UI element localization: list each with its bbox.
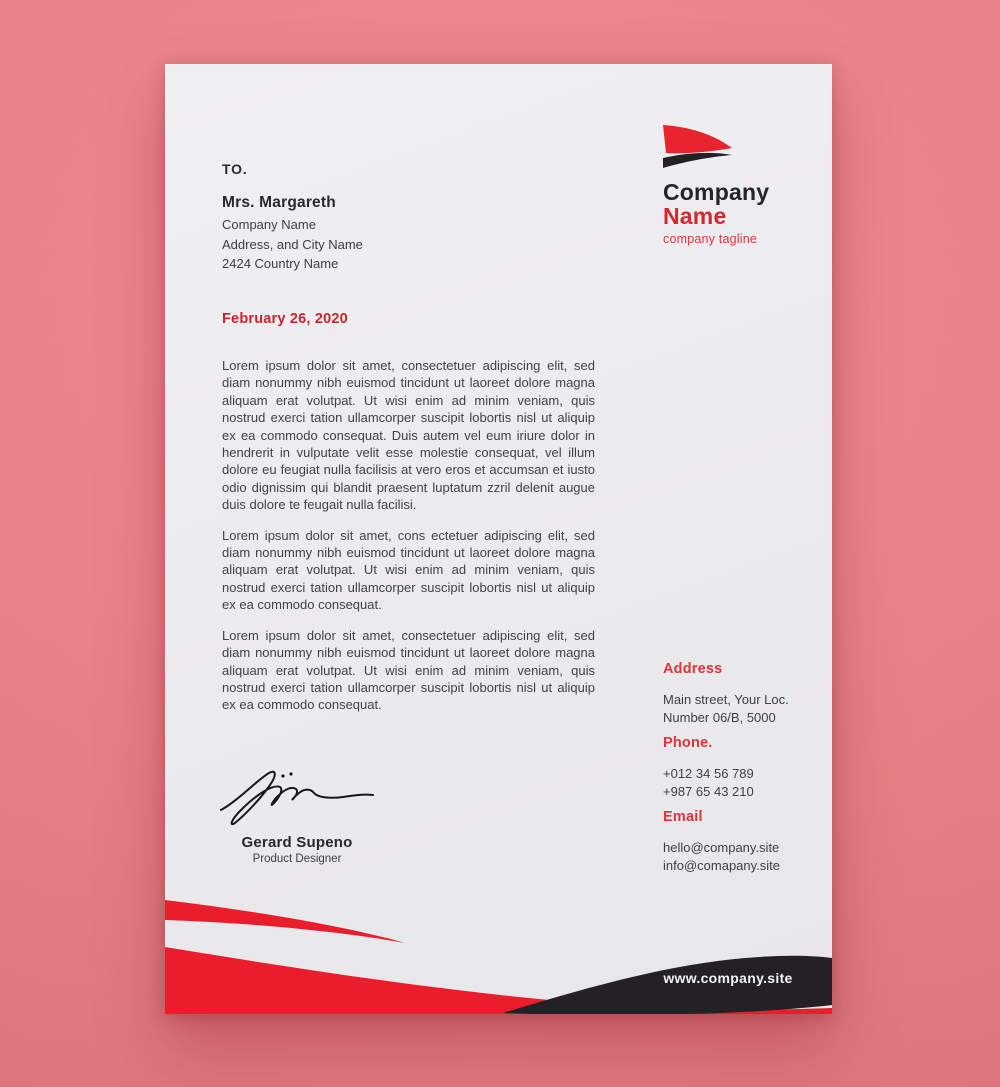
website-url: www.company.site bbox=[663, 970, 793, 986]
email-address: info@comapany.site bbox=[663, 858, 781, 873]
address-line: Main street, Your Loc. bbox=[663, 692, 789, 707]
recipient-country: 2424 Country Name bbox=[222, 256, 339, 271]
phone-number: +012 34 56 789 bbox=[663, 766, 754, 781]
handwritten-signature-icon bbox=[217, 766, 377, 828]
recipient-address: Address, and City Name bbox=[222, 236, 363, 252]
letter-paragraph: Lorem ipsum dolor sit amet, consectetuer adipiscing elit, sed diam nonummy nibh euismod tincidunt ut laoreet dolore magna aliquam erat volutpat. Ut wisi enim ad minim veniam, quis nostrud exerci tation ullamcorper suscipit lobortis nisl ut aliquip ex ea commodo consequat. bbox=[222, 627, 595, 713]
address-heading: Address bbox=[663, 661, 723, 677]
letter-paragraph: Lorem ipsum dolor sit amet, consectetuer adipiscing elit, sed diam nonummy nibh euismod tincidunt ut laoreet dolore magna aliquam erat volutpat. Ut wisi enim ad minim veniam, quis nostrud exerci tation ullamcorper suscipit lobortis nisl ut aliquip ex ea commodo consequat. Duis autem vel eum iriure dolor in hendrerit in vulputate velit esse molestie consequat, vel illum dolore eu feugiat nulla facilisis at vero eros et accumsan et iusto odio dignissim qui blandit praesent luptatum zzril delenit augue duis dolore te feugait nulla facilisi. bbox=[222, 358, 595, 513]
address-line: Number 06/B, 5000 bbox=[663, 710, 776, 725]
logo-swoosh-icon bbox=[663, 123, 733, 169]
company-logo bbox=[663, 123, 823, 246]
email-address: hello@company.site bbox=[663, 840, 780, 855]
recipient-block bbox=[222, 161, 452, 270]
phone-number: +987 65 43 210 bbox=[663, 784, 754, 799]
letter-body bbox=[222, 357, 595, 727]
footer-waves-graphic bbox=[165, 894, 832, 1014]
sender-title: Product Designer bbox=[252, 853, 342, 865]
recipient-label: TO. bbox=[222, 161, 248, 177]
letter-date: February 26, 2020 bbox=[222, 311, 348, 327]
sender-name: Gerard Supeno bbox=[241, 834, 353, 851]
recipient-name: Mrs. Margareth bbox=[222, 194, 336, 211]
logo-tagline: company tagline bbox=[663, 232, 758, 246]
signature-block bbox=[212, 766, 382, 865]
recipient-company: Company Name bbox=[222, 217, 316, 232]
logo-company-name-line2: Name bbox=[663, 203, 727, 229]
letter-paragraph: Lorem ipsum dolor sit amet, cons ectetuer adipiscing elit, sed diam nonummy nibh euismod tincidunt ut laoreet dolore magna aliquam erat volutpat. Ut wisi enim ad minim veniam, quis nostrud exerci tation ullamcorper suscipit lobortis nisl ut aliquip ex ea commodo consequat. bbox=[222, 527, 595, 613]
footer-thin-red-swoosh bbox=[165, 900, 405, 943]
phone-heading: Phone. bbox=[663, 735, 713, 751]
contact-sidebar bbox=[663, 661, 823, 875]
letterhead-page bbox=[165, 64, 832, 1014]
email-heading: Email bbox=[663, 809, 703, 825]
logo-company-name-line1: Company bbox=[663, 179, 770, 205]
